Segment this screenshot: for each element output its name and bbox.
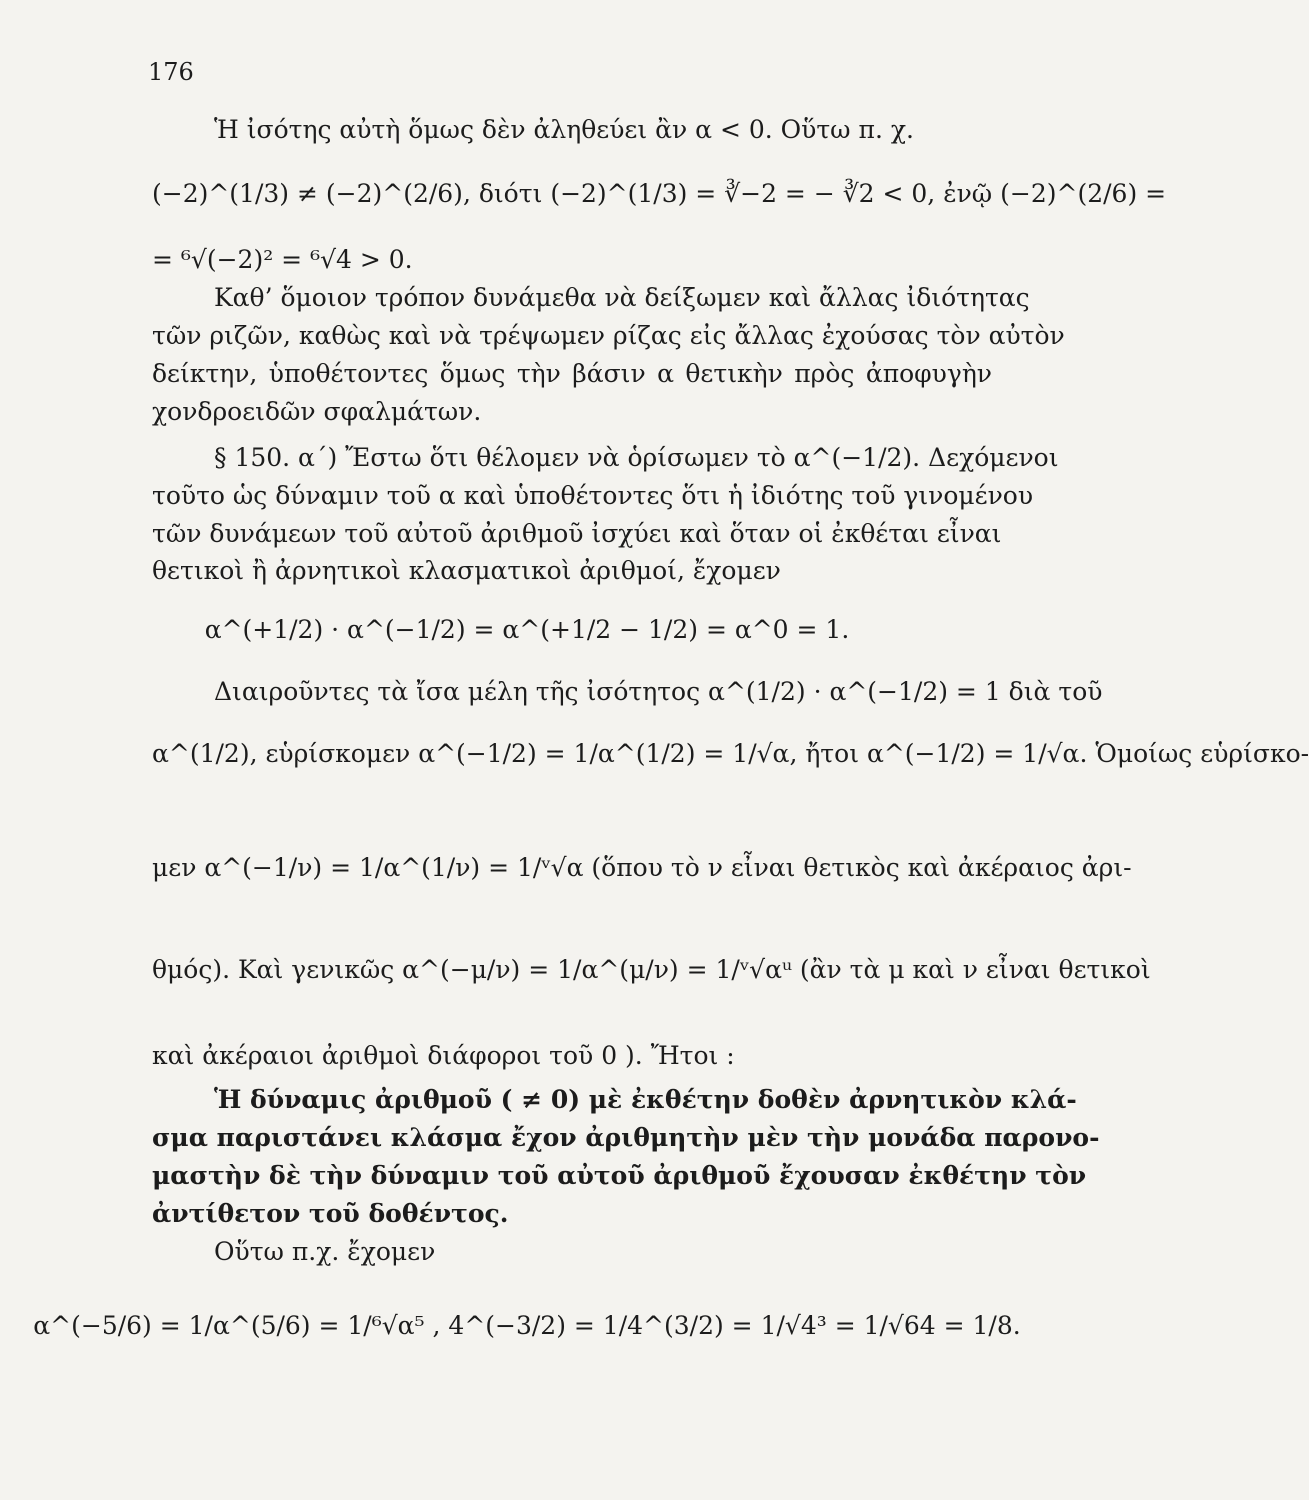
math-line: θμός). Καὶ γενικῶς α^(−μ/ν) = 1/α^(μ/ν) = 1/ᵛ√αᵘ (ἂν τὰ μ καὶ ν εἶναι θετικοὶ	[152, 955, 1151, 984]
text-line: τῶν δυνάμεων τοῦ αὐτοῦ ἀριθμοῦ ἰσχύει καὶ ὅταν οἱ ἐκθέται εἶναι	[152, 519, 1002, 548]
page-number: 176	[148, 58, 194, 86]
theorem-line: σμα παριστάνει κλάσμα ἔχον ἀριθμητὴν μὲν τὴν μονάδα παρονο-	[152, 1123, 1100, 1152]
theorem-line: Ἡ δύναμις ἀριθμοῦ ( ≠ 0) μὲ ἐκθέτην δοθὲν ἀρνητικὸν κλά-	[214, 1085, 1077, 1114]
math-line: μεν α^(−1/ν) = 1/α^(1/ν) = 1/ᵛ√α (ὅπου τὸ ν εἶναι θετικὸς καὶ ἀκέραιος ἀρι-	[152, 853, 1132, 882]
text-line: Καθ’ ὅμοιον τρόπον δυνάμεθα νὰ δείξωμεν καὶ ἄλλας ἰδιότητας	[214, 283, 1030, 312]
text-line: καὶ ἀκέραιοι ἀριθμοὶ διάφοροι τοῦ 0 ). Ἤτοι :	[152, 1041, 735, 1070]
text-line: Οὕτω π.χ. ἔχομεν	[214, 1237, 436, 1266]
example-equation: α^(−5/6) = 1/α^(5/6) = 1/⁶√α⁵ , 4^(−3/2) = 1/4^(3/2) = 1/√4³ = 1/√64 = 1/8.	[33, 1311, 1021, 1340]
text-line: Διαιροῦντες τὰ ἴσα μέλη τῆς ἰσότητος α^(1/2) · α^(−1/2) = 1 διὰ τοῦ	[214, 677, 1103, 706]
text-line: δείκτην, ὑποθέτοντες ὅμως τὴν βάσιν α θετικὴν πρὸς ἀποφυγὴν	[152, 359, 992, 388]
math-line: = ⁶√(−2)² = ⁶√4 > 0.	[152, 245, 413, 274]
theorem-line: μαστὴν δὲ τὴν δύναμιν τοῦ αὐτοῦ ἀριθμοῦ ἔχουσαν ἐκθέτην τὸν	[152, 1161, 1087, 1190]
theorem-line: ἀντίθετον τοῦ δοθέντος.	[152, 1199, 509, 1228]
text-line: τῶν ριζῶν, καθὼς καὶ νὰ τρέψωμεν ρίζας εἰς ἄλλας ἐχούσας τὸν αὐτὸν	[152, 321, 1065, 350]
text-line: τοῦτο ὡς δύναμιν τοῦ α καὶ ὑποθέτοντες ὅτι ἡ ἰδιότης τοῦ γινομένου	[152, 481, 1034, 510]
math-line: α^(1/2), εὑρίσκομεν α^(−1/2) = 1/α^(1/2) = 1/√α, ἤτοι α^(−1/2) = 1/√α. Ὁμοίως εὑρίσκο-	[152, 739, 1309, 768]
equation: α^(+1/2) · α^(−1/2) = α^(+1/2 − 1/2) = α^0 = 1.	[204, 615, 850, 644]
text-line: Ἡ ἰσότης αὐτὴ ὅμως δὲν ἀληθεύει ἂν α < 0. Οὕτω π. χ.	[214, 115, 914, 144]
section-line: § 150. α΄) Ἔστω ὅτι θέλομεν νὰ ὁρίσωμεν τὸ α^(−1/2). Δεχόμενοι	[214, 443, 1059, 472]
math-line: (−2)^(1/3) ≠ (−2)^(2/6), διότι (−2)^(1/3) = ∛−2 = − ∛2 < 0, ἐνῷ (−2)^(2/6) =	[152, 179, 1167, 208]
text-line: χονδροειδῶν σφαλμάτων.	[152, 397, 482, 426]
text-line: θετικοὶ ἢ ἀρνητικοὶ κλασματικοὶ ἀριθμοί, ἔχομεν	[152, 556, 781, 585]
